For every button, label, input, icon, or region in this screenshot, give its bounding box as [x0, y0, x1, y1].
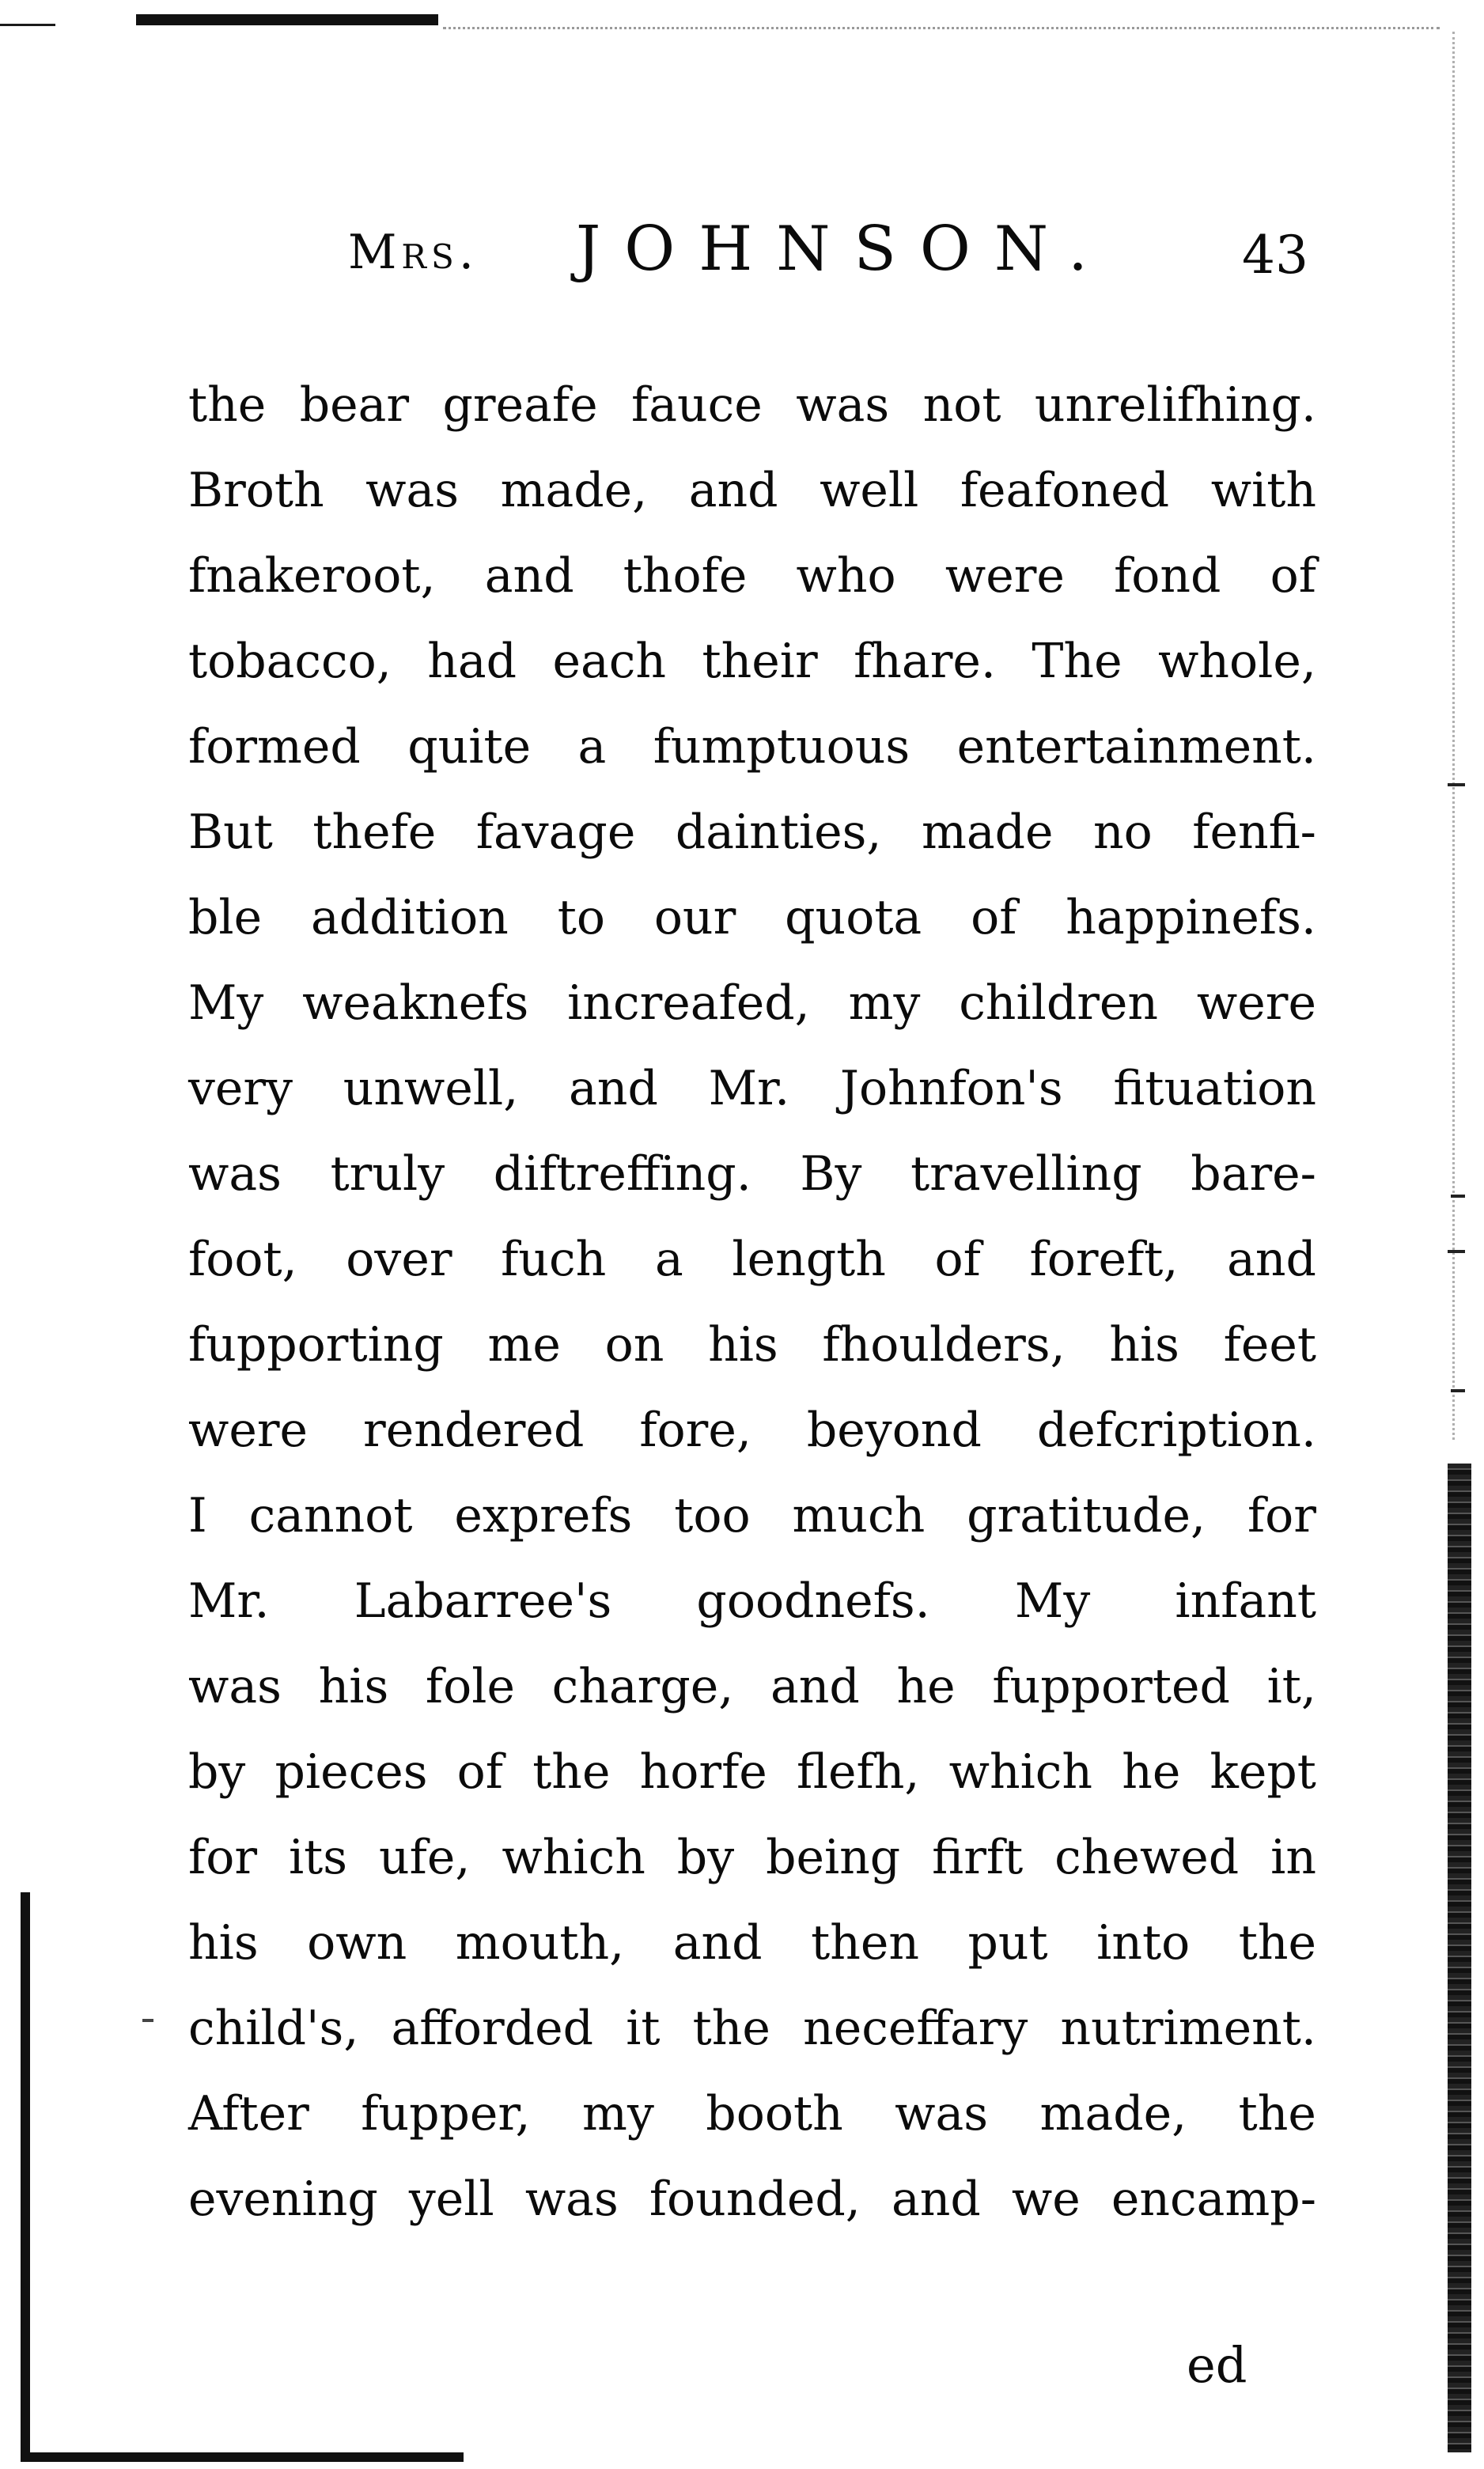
scan-bracket-horizontal [21, 2452, 464, 2462]
word: truly [330, 1146, 445, 1202]
word: fituation [1113, 1061, 1316, 1116]
word: feet [1223, 1317, 1316, 1373]
word: goodnefs. [696, 1573, 930, 1629]
word: quota [785, 890, 922, 945]
word: greafe [442, 377, 598, 433]
word: kept [1210, 1744, 1316, 1800]
word: into [1096, 1915, 1191, 1971]
word: happinefs. [1066, 890, 1316, 945]
word: for [1247, 1488, 1316, 1543]
word: fole [425, 1659, 515, 1714]
word: diftreffing. [493, 1146, 751, 1202]
word: by [676, 1830, 735, 1885]
word: cannot [248, 1488, 413, 1543]
word: fhare. [854, 634, 996, 689]
word: quite [407, 719, 532, 774]
page-number: 43 [1242, 225, 1308, 286]
word: pieces [274, 1744, 428, 1800]
word: unwell, [343, 1061, 519, 1116]
word: fauce [631, 377, 763, 433]
edge-mark [1448, 1250, 1465, 1253]
word: own [307, 1915, 407, 1971]
word: child's, [188, 2001, 359, 2056]
word: Broth [188, 463, 324, 518]
word: foot, [188, 1232, 297, 1287]
word: beyond [806, 1403, 982, 1458]
word: children [959, 975, 1159, 1031]
word: increafed, [567, 975, 810, 1031]
word: were [1196, 975, 1316, 1031]
text-line [188, 704, 1316, 790]
text-line [188, 619, 1316, 704]
word: had [427, 634, 517, 689]
word: I [188, 1488, 207, 1543]
text-line [188, 1729, 1316, 1815]
word: afforded [391, 2001, 594, 2056]
word: By [800, 1146, 862, 1202]
word: too [674, 1488, 751, 1543]
word: addition [310, 890, 509, 945]
running-head [348, 207, 1408, 286]
word: fumptuous [653, 719, 910, 774]
word: travelling [910, 1146, 1142, 1202]
word: thofe [623, 548, 748, 604]
word: chewed [1054, 1830, 1240, 1885]
catchword: ed [1187, 2336, 1247, 2394]
word: he [1122, 1744, 1181, 1800]
word: fond [1114, 548, 1221, 604]
word: was [524, 2172, 619, 2227]
word: was [188, 1659, 282, 1714]
word: fnakeroot, [188, 548, 436, 604]
margin-mark [142, 2019, 153, 2022]
text-line [188, 2071, 1316, 2157]
scan-bracket-vertical [21, 1892, 30, 2462]
running-head-prefix: Mrs. [348, 225, 479, 280]
word: dainties, [675, 805, 882, 860]
word: entertainment. [956, 719, 1316, 774]
word: being [766, 1830, 901, 1885]
word: made, [500, 463, 648, 518]
word: made, [1039, 2086, 1187, 2141]
word: very [188, 1061, 293, 1116]
word: formed [188, 719, 361, 774]
word: bare- [1191, 1146, 1316, 1202]
word: his [708, 1317, 778, 1373]
word: were [945, 548, 1065, 604]
text-line [188, 1986, 1316, 2071]
word: fore, [639, 1403, 751, 1458]
running-head-title: JOHNSON. [576, 214, 1111, 285]
word: my [848, 975, 921, 1031]
word: nutriment. [1060, 2001, 1316, 2056]
word: which [948, 1744, 1093, 1800]
word: for [188, 1830, 258, 1885]
word: encamp- [1111, 2172, 1316, 2227]
word: exprefs [454, 1488, 633, 1543]
word: yell [408, 2172, 494, 2227]
word: the [532, 1744, 611, 1800]
word: mouth, [455, 1915, 625, 1971]
word: firft [932, 1830, 1024, 1885]
word: of [934, 1232, 981, 1287]
word: My [188, 975, 264, 1031]
word: horfe [639, 1744, 767, 1800]
word: with [1210, 463, 1316, 518]
word: My [1014, 1573, 1091, 1629]
word: the [188, 377, 267, 433]
edge-mark [1448, 783, 1465, 786]
page-edge-right [1452, 32, 1458, 1440]
word: a [654, 1232, 683, 1287]
word: the [692, 2001, 770, 2056]
word: evening [188, 2172, 378, 2227]
word: But [188, 805, 273, 860]
edge-mark [1451, 1389, 1465, 1392]
word: which [502, 1830, 645, 1885]
word: was [895, 2086, 989, 2141]
word: we [1011, 2172, 1081, 2227]
word: it [626, 2001, 661, 2056]
body-text [188, 362, 1316, 2242]
word: tobacco, [188, 634, 392, 689]
word: Johnfon's [839, 1061, 1063, 1116]
word: fupported [992, 1659, 1230, 1714]
word: defcription. [1036, 1403, 1316, 1458]
word: Mr. [188, 1573, 270, 1629]
word: unrelifhing. [1034, 377, 1316, 433]
word: neceffary [803, 2001, 1028, 2056]
word: the [1238, 1915, 1316, 1971]
scan-edge-rule [0, 24, 55, 26]
word: fuch [501, 1232, 607, 1287]
word: was [188, 1146, 282, 1202]
word: feafoned [960, 463, 1170, 518]
text-line [188, 1302, 1316, 1388]
text-line [188, 533, 1316, 619]
text-line [188, 1815, 1316, 1900]
word: then [811, 1915, 919, 1971]
text-line [188, 790, 1316, 875]
word: made [921, 805, 1054, 860]
word: his [318, 1659, 389, 1714]
word: gratitude, [967, 1488, 1206, 1543]
word: on [604, 1317, 664, 1373]
top-rule [136, 14, 438, 25]
word: flefh, [796, 1744, 920, 1800]
text-line [188, 362, 1316, 448]
word: much [792, 1488, 926, 1543]
word: The [1032, 634, 1122, 689]
text-line [188, 1558, 1316, 1644]
word: of [1270, 548, 1316, 604]
word: fupper, [361, 2086, 531, 2141]
edge-mark [1451, 1195, 1465, 1198]
text-line [188, 1046, 1316, 1131]
word: no [1093, 805, 1153, 860]
word: whole, [1158, 634, 1316, 689]
word: weaknefs [302, 975, 529, 1031]
text-line [188, 875, 1316, 960]
word: booth [706, 2086, 843, 2141]
word: After [188, 2086, 309, 2141]
word: were [188, 1403, 309, 1458]
word: put [967, 1915, 1048, 1971]
text-line [188, 1644, 1316, 1729]
word: fupporting [188, 1317, 444, 1373]
word: my [582, 2086, 654, 2141]
text-line [188, 1473, 1316, 1558]
text-line [188, 1131, 1316, 1217]
word: me [487, 1317, 561, 1373]
word: their [702, 634, 818, 689]
text-line [188, 448, 1316, 533]
word: he [896, 1659, 956, 1714]
word: foreft, [1029, 1232, 1179, 1287]
word: was [365, 463, 460, 518]
word: and [1227, 1232, 1316, 1287]
word: his [188, 1915, 259, 1971]
word: Mr. [708, 1061, 790, 1116]
text-line [188, 1900, 1316, 1986]
word: infant [1175, 1573, 1316, 1629]
word: and [672, 1915, 763, 1971]
word: ble [188, 890, 263, 945]
word: and [569, 1061, 658, 1116]
text-line [188, 1217, 1316, 1302]
word: length [732, 1232, 886, 1287]
word: fenfi- [1192, 805, 1316, 860]
word: and [484, 548, 574, 604]
word: of [971, 890, 1017, 945]
word: well [820, 463, 919, 518]
word: in [1270, 1830, 1316, 1885]
word: rendered [363, 1403, 585, 1458]
word: founded, [649, 2172, 861, 2227]
word: ufe, [379, 1830, 471, 1885]
word: it, [1266, 1659, 1316, 1714]
text-line [188, 1388, 1316, 1473]
word: our [653, 890, 736, 945]
word: to [557, 890, 605, 945]
word: over [346, 1232, 452, 1287]
text-line [188, 2157, 1316, 2242]
word: a [577, 719, 607, 774]
word: not [922, 377, 1001, 433]
word: each [552, 634, 667, 689]
word: his [1109, 1317, 1179, 1373]
word: by [188, 1744, 246, 1800]
word: bear [299, 377, 410, 433]
word: the [1238, 2086, 1316, 2141]
word: charge, [551, 1659, 734, 1714]
word: who [796, 548, 896, 604]
word: its [288, 1830, 348, 1885]
word: Labarree's [354, 1573, 612, 1629]
scan-dotted-edge [443, 27, 1440, 29]
word: and [688, 463, 778, 518]
word: and [891, 2172, 981, 2227]
text-line [188, 960, 1316, 1046]
word: favage [475, 805, 636, 860]
word: fhoulders, [822, 1317, 1066, 1373]
word: was [796, 377, 890, 433]
word: of [456, 1744, 504, 1800]
word: and [770, 1659, 860, 1714]
word: thefe [312, 805, 437, 860]
page-edge-shadow [1448, 1464, 1471, 2452]
